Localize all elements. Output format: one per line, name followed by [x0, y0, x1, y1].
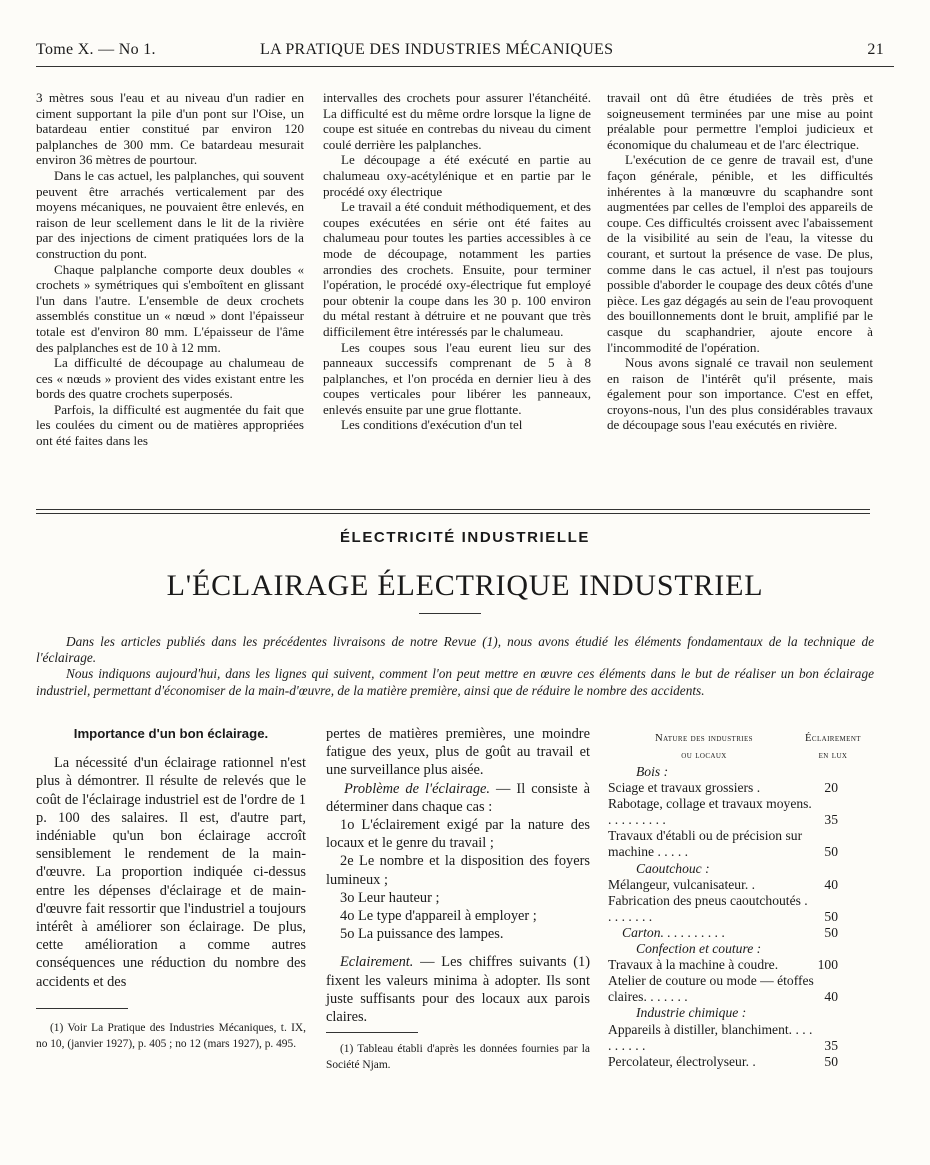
paragraph-text: — Il consiste à déterminer dans chaque cas : [326, 780, 590, 815]
table-category: Bois : [636, 764, 669, 779]
row-lux-value: 50 [824, 908, 838, 924]
paragraph: travail ont dû être étudiées de très près et soigneusement terminées par une mise au point préalable pour permettre l'emploi judicieux et économique du chalumeau et de l'arc électrique. [607, 90, 873, 152]
footnote-1 [36, 1021, 306, 1052]
header-line: en lux [818, 750, 848, 761]
row-lux-value: 40 [824, 876, 838, 892]
paragraph: Le travail a été conduit méthodiquement, et des coupes exécutées en série ont été faites au chalumeau pour toutes les parties accessibles à ce mode de découpage, notamment les parties arrondies des crochets. Ensuite, pour terminer l'opération, le procédé oxy-électrique fut employé pour obtenir la coupe dans les 30 p. 100 environ du métal restant à détruire et ne pouvant que très difficilement être intéressés par le chalumeau. [323, 199, 591, 339]
prev-article-column-1 [36, 90, 304, 449]
subheading: Importance d'un bon éclairage. [73, 726, 269, 741]
paragraph: Dans le cas actuel, les palplanches, qui souvent peuvent être arrachés verticalement par des moyens mécaniques, ne pouvaient être enlevés, en raison de leur scellement dans le lit de la rivière par des injections de ciment pratiquées lors de la construction du pont. [36, 167, 304, 261]
journal-title: LA PRATIQUE DES INDUSTRIES MÉCANIQUES [260, 41, 614, 58]
list-item: 2e Le nombre et la disposition des foyers lumineux ; [326, 853, 590, 888]
paragraph: Parfois, la difficulté est augmentée du fait que les coulées du ciment ou de matières appropriées ont été faites dans les [36, 401, 304, 449]
list-item: 4o Le type d'appareil à employer ; [340, 908, 537, 925]
article-column-2 [326, 725, 590, 1026]
row-lux-value: 20 [824, 780, 838, 796]
row-lux-value: 100 [817, 957, 838, 973]
list-item: 1o L'éclairement exigé par la nature des locaux et le genre du travail ; [326, 817, 590, 852]
run-in-heading: Eclairement. [340, 954, 414, 971]
table-row [608, 828, 876, 860]
table-category: Confection et couture : [636, 941, 762, 957]
paragraph [326, 780, 590, 816]
row-label: Carton. . . . . . . . . . [622, 924, 726, 940]
section-heading: ÉLECTRICITÉ INDUSTRIELLE [339, 529, 591, 546]
intro-paragraph: Nous indiquons aujourd'hui, dans les lignes qui suivent, comment l'on peut mettre en œuvre ces éléments dans le but de réaliser un bon éclairage industriel, permettant d'économiser de la main-d'œuvre, de la matière première, ainsi que de réduire le nombre des accidents. [36, 666, 874, 698]
footnote-2 [326, 1042, 590, 1073]
table-category: Caoutchouc : [636, 860, 710, 876]
prev-article-column-2 [323, 90, 591, 433]
paragraph: pertes de matières premières, une moindre fatigue des yeux, plus de goût au travail et une surveillance plus aisée. [326, 726, 590, 779]
paragraph-text: — Les chiffres suivants (1) fixent les valeurs minima à adopter. Ils sont juste suffisants pour des locaux aux parois claires. [326, 954, 590, 1026]
table-category: Industrie chimique : [636, 1005, 747, 1021]
table-row [608, 1054, 876, 1070]
paragraph: Nous avons signalé ce travail non seulement en raison de l'intérêt qu'il présente, mais également pour son importance. C'est en effet, croyons-nous, l'un des plus considérables travaux de découpage sous l'eau exécutés en rivière. [607, 355, 873, 433]
table-row [608, 796, 876, 828]
row-label: Rabotage, collage et travaux moyens. . . . . . . . . . [608, 796, 812, 828]
row-label: Atelier de couture ou mode — étoffes claires. . . . . . . [608, 973, 814, 1005]
footnote-rule [36, 1008, 128, 1009]
prev-article-column-3 [607, 90, 873, 433]
table-row [608, 877, 876, 893]
table-row [608, 893, 876, 925]
paragraph: intervalles des crochets pour assurer l'étanchéité. La difficulté est du même ordre lorsque la ligne de coupe est située en contrebas du niveau du ciment coulé derrière les palplanches. [323, 90, 591, 152]
article-column-1 [36, 725, 306, 991]
table-row [608, 1022, 876, 1054]
paragraph: 3 mètres sous l'eau et au niveau d'un radier en ciment supportant la pile d'un pont sur l'Oise, un batardeau entier constitué par environ 120 palplanches de 300 mm. Ce batardeau mesurait environ 36 mètres de pourtour. [36, 90, 304, 168]
header-line: ou locaux [681, 750, 727, 761]
row-lux-value: 40 [824, 989, 838, 1005]
table-row [608, 973, 876, 1005]
row-lux-value: 50 [824, 924, 838, 940]
paragraph [326, 953, 590, 1026]
header-lux [788, 730, 878, 764]
table-body [608, 764, 876, 1070]
paragraph: Le découpage a été exécuté en partie au chalumeau oxy-acétylénique et en partie par le procédé oxy électrique [323, 152, 591, 199]
page-number: 21 [867, 41, 884, 58]
table-header [608, 730, 876, 764]
title-rule [419, 613, 481, 614]
paragraph: Chaque palplanche comporte deux doubles « crochets » symétriques qui s'emboîtent en glissant l'un dans l'autre. L'ensemble de deux crochets assemblés constitue un « nœud » dont l'épaisseur totale est d'environ 80 mm. L'épaisseur de l'âme des palplanches est de 10 à 12 mm. [36, 261, 304, 355]
footnote-text: (1) Voir La Pratique des Industries Mécaniques, t. IX, no 10, (janvier 1927), p. 405 ; no 12 (mars 1927), p. 495. [36, 1022, 306, 1050]
list-item: 3o Leur hauteur ; [340, 889, 440, 906]
paragraph: La nécessité d'un éclairage rationnel n'est plus à démontrer. Il résulte de relevés que le coût de l'éclairage industriel est de l'ordre de 1 p. 100 des salaires. Il est, d'autre part, indéniable qu'un bon éclairage accroît sensiblement le rendement de la main-d'œuvre. La proportion indiquée ci-dessus entre les dépenses d'éclairage et de main-d'œuvre fait ressortir que l'industriel a toujours intérêt à améliorer son éclairage. De plus, cette amélioration a comme autres conséquences une réduction du nombre des accidents et des [36, 755, 306, 990]
row-lux-value: 50 [824, 844, 838, 860]
row-label: Travaux d'établi ou de précision sur machine . . . . . [608, 828, 803, 860]
section-divider [36, 509, 870, 514]
row-label: Appareils à distiller, blanchiment. . . . . . . . . . [608, 1021, 813, 1053]
row-lux-value: 35 [824, 1037, 838, 1053]
article-intro [36, 634, 874, 699]
table-row [608, 780, 876, 796]
list-item: 5o La puissance des lampes. [340, 926, 504, 943]
header-rule [36, 66, 894, 67]
row-label: Sciage et travaux grossiers . [608, 780, 761, 796]
footnote-text: (1) Tableau établi d'après les données fournies par la Société Njam. [326, 1043, 590, 1071]
article-title: L'ÉCLAIRAGE ÉLECTRIQUE INDUSTRIEL [166, 569, 764, 602]
row-lux-value: 50 [824, 1053, 838, 1069]
running-head [36, 41, 894, 63]
row-label: Travaux à la machine à coudre. [608, 957, 779, 973]
row-label: Mélangeur, vulcanisateur. . [608, 876, 756, 892]
illumination-table [608, 730, 876, 1070]
row-lux-value: 35 [824, 812, 838, 828]
paragraph: Les conditions d'exécution d'un tel [341, 417, 523, 433]
header-industry [624, 730, 784, 764]
row-label: Percolateur, électrolyseur. . [608, 1053, 756, 1069]
row-label: Fabrication des pneus caoutchoutés . . . . . . . . [608, 892, 808, 924]
table-row [608, 925, 876, 941]
header-line: Nature des industries [655, 733, 753, 744]
table-row [608, 957, 876, 973]
footnote-rule [326, 1032, 418, 1033]
paragraph: L'exécution de ce genre de travail est, d'une façon générale, pénible, et les difficultés inhérentes à la manœuvre du scaphandre sont augmentées par celles de l'emploi des appareils de coupe. Ces difficultés croissent avec l'abaissement de la visibilité au sein de l'eau, la vitesse du courant, et surtout la présence de vase. De plus, comme dans le cas actuel, il n'est pas toujours possible d'aborder le coupage des deux côtés d'une pièce. Les gaz dégagés au sein de l'eau provoquent des bouillonnements dont le bruit, amplifié par le casque du scaphandrier, ajoute encore à l'incommodité de l'opération. [607, 152, 873, 355]
volume-number: Tome X. — No 1. [36, 41, 156, 58]
paragraph: Les coupes sous l'eau eurent lieu sur des panneaux successifs comprenant de 5 à 8 palplanches, et l'on procéda en dernier lieu à des coupes verticales pour libérer les panneaux, enlevés ensuite par une grue flottante. [323, 339, 591, 417]
intro-paragraph: Dans les articles publiés dans les précédentes livraisons de notre Revue (1), nous avons étudié les éléments fondamentaux de la technique de l'éclairage. [36, 634, 874, 666]
header-line: Éclairement [805, 733, 861, 744]
run-in-heading: Problème de l'éclairage. [344, 780, 491, 797]
paragraph: La difficulté de découpage au chalumeau de ces « nœuds » provient des vides existant entre les bords des quatre crochets superposés. [36, 355, 304, 402]
